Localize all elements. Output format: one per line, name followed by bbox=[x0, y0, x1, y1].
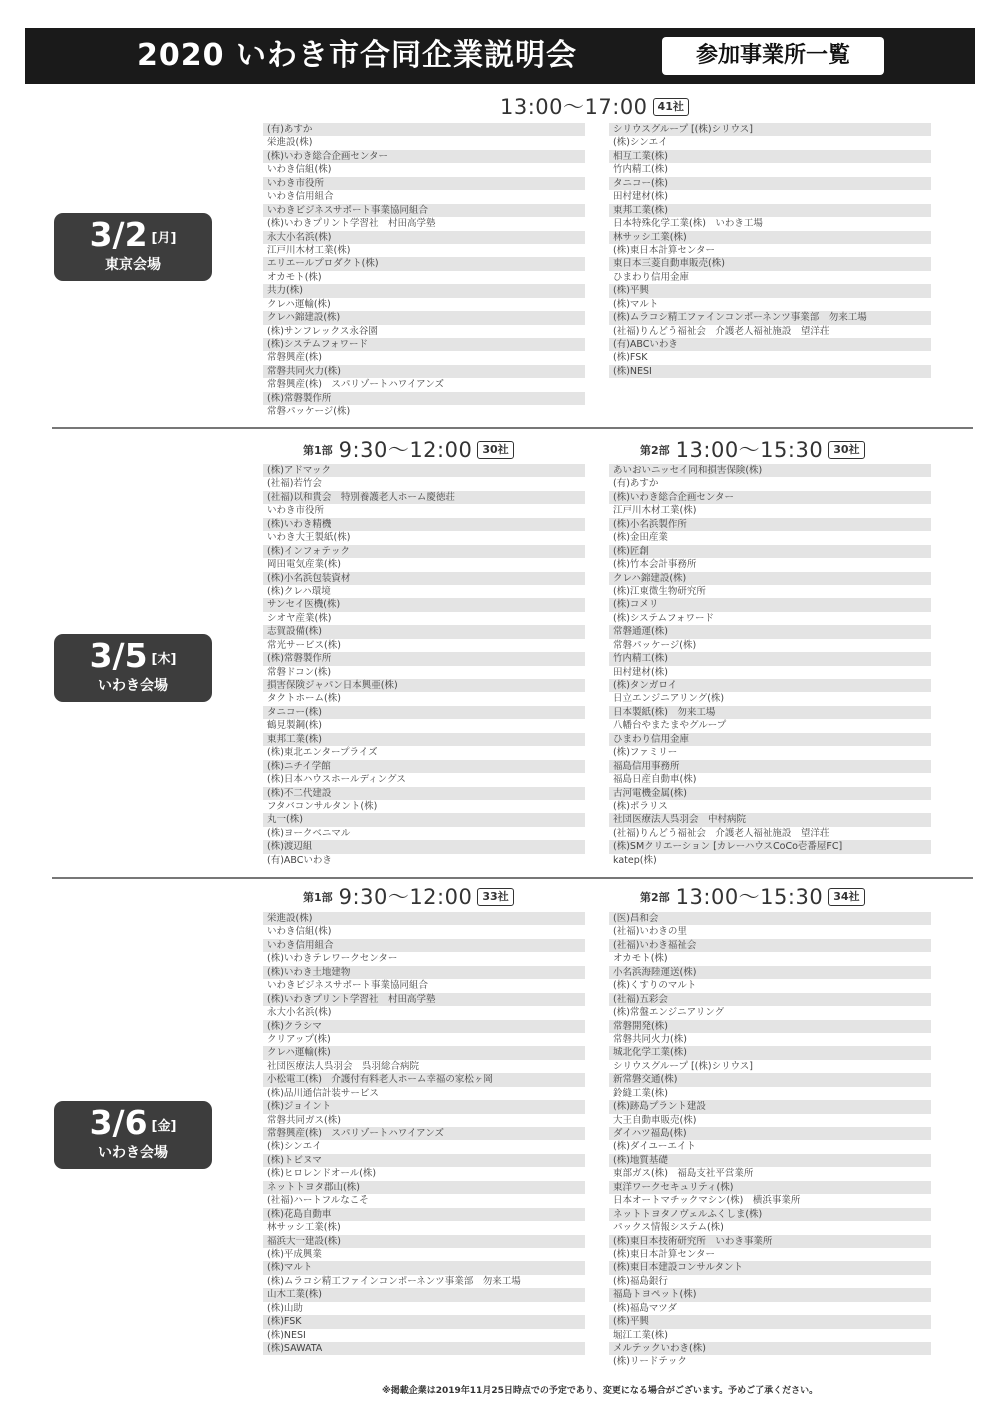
company-item: (株)クラシマ bbox=[263, 1020, 585, 1033]
company-item: 東邦工業(株) bbox=[609, 204, 931, 217]
company-item: クレハ運輸(株) bbox=[263, 1046, 585, 1059]
company-item: (株)いわきプリント学習社 村田高学塾 bbox=[263, 993, 585, 1006]
company-item: (社福)若竹会 bbox=[267, 478, 322, 490]
session-time-0306-part1: 第1部 9:30～12:00 33社 bbox=[303, 885, 514, 909]
company-item: (株)マルト bbox=[613, 298, 659, 310]
company-item: (株)シンエイ bbox=[613, 137, 668, 149]
company-item: (株)金田産業 bbox=[613, 532, 668, 544]
company-item: 常磐パッケージ(株) bbox=[267, 406, 351, 418]
company-count: 33社 bbox=[477, 888, 513, 906]
company-item: (株)いわき精機 bbox=[263, 518, 585, 531]
date-box-0306 bbox=[54, 1101, 212, 1169]
company-item: 日本特殊化学工業(株) いわき工場 bbox=[613, 218, 763, 230]
company-count: 30社 bbox=[477, 441, 513, 459]
company-item: いわき信用組合 bbox=[263, 939, 585, 952]
company-item: クレハ錦建設(株) bbox=[609, 572, 931, 585]
footnote: ※掲載企業は2019年11月25日時点での予定であり、変更になる場合がございます。予めご了承ください。 bbox=[382, 1386, 819, 1396]
company-item: 東日本三菱自動車販売(株) bbox=[609, 257, 931, 270]
company-item: (株)トビヌマ bbox=[263, 1154, 585, 1167]
company-item: 林サッシ工業(株) bbox=[267, 1222, 341, 1234]
company-item: (株)渡辺組 bbox=[263, 840, 585, 853]
company-item: エリエールプロダクト(株) bbox=[263, 257, 585, 270]
page-header bbox=[25, 28, 975, 84]
company-item: (株)アドマック bbox=[263, 464, 585, 477]
company-item: ダイハツ福島(株) bbox=[609, 1127, 931, 1140]
company-item: (株)NESI bbox=[267, 1329, 306, 1341]
event-date: 3/5 [木] bbox=[89, 636, 177, 675]
company-item: タニコー(株) bbox=[609, 177, 931, 190]
company-item: 新常磐交通(株) bbox=[609, 1073, 931, 1086]
company-item: (株)ヨークベニマル bbox=[267, 827, 351, 839]
event-date: 3/6 [金] bbox=[89, 1103, 177, 1142]
company-item: (株)SMクリエーション [カレーハウスCoCo壱番屋FC] bbox=[609, 840, 931, 853]
company-item: (株)山助 bbox=[267, 1302, 303, 1314]
company-item: (株)江東微生物研究所 bbox=[613, 585, 706, 597]
company-item: 志賀設備(株) bbox=[263, 625, 585, 638]
company-item: あいおいニッセイ同和損害保険(株) bbox=[609, 464, 931, 477]
company-item: 常磐開発(株) bbox=[609, 1020, 931, 1033]
company-item: (社福)いわきの里 bbox=[613, 926, 687, 938]
company-item: (株)インフォテック bbox=[263, 545, 585, 558]
company-item: 永大小名浜(株) bbox=[263, 231, 585, 244]
company-item: タニコー(株) bbox=[263, 706, 585, 719]
company-item: (社福)りんどう福祉会 介護老人福祉施設 望洋荘 bbox=[613, 325, 830, 337]
company-item: (株)ポラリス bbox=[613, 800, 668, 812]
company-item: いわき市役所 bbox=[263, 177, 585, 190]
company-item: いわきビジネスサポート事業協同組合 bbox=[263, 204, 585, 217]
company-item: 大王自動車販売(株) bbox=[613, 1114, 697, 1126]
company-item: 東洋ワークセキュリティ(株) bbox=[609, 1181, 931, 1194]
event-date: 3/2 [月] bbox=[89, 215, 177, 254]
session-time-0305-part1: 第1部 9:30～12:00 30社 bbox=[303, 438, 514, 462]
company-item: 常磐興産(株) スパリゾートハワイアンズ bbox=[263, 1127, 585, 1140]
company-item: 常磐通運(株) bbox=[609, 625, 931, 638]
company-item: 竹内精工(株) bbox=[609, 652, 931, 665]
company-item: いわき市役所 bbox=[267, 505, 325, 517]
company-item: 鶴見製鋼(株) bbox=[267, 720, 322, 732]
company-item: (株)ジョイント bbox=[263, 1100, 585, 1113]
company-item: (株)東日本技術研究所 いわき事業所 bbox=[609, 1235, 931, 1248]
company-item: (株)跡島プラント建設 bbox=[609, 1100, 931, 1113]
company-item: (社福)以和貴会 特別養護老人ホーム慶徳荘 bbox=[263, 491, 585, 504]
company-item: (株)東日本建設コンサルタント bbox=[609, 1261, 931, 1274]
company-item: (株)システムフォワード bbox=[263, 338, 585, 351]
company-item: (株)サンフレックス永谷園 bbox=[267, 325, 378, 337]
company-item: (株)東日本計算センター bbox=[613, 244, 716, 256]
company-item: (株)日本ハウスホールディングス bbox=[267, 774, 406, 786]
company-item: (株)福島銀行 bbox=[613, 1275, 668, 1287]
company-item: 田村建材(株) bbox=[613, 191, 668, 203]
company-item: 共力(株) bbox=[263, 284, 585, 297]
company-item: サンセイ医機(株) bbox=[263, 598, 585, 611]
company-item: 日本オートマチックマシン(株) 横浜事業所 bbox=[613, 1195, 801, 1207]
company-item: (株)ダイユーエイト bbox=[613, 1141, 696, 1153]
company-item: (株)タンガロイ bbox=[609, 679, 931, 692]
company-item: シオヤ産業(株) bbox=[267, 612, 332, 624]
date-box-0302 bbox=[54, 213, 212, 281]
company-item: ひまわり信用金庫 bbox=[609, 733, 931, 746]
company-item: 東部ガス(株) 福島支社平営業所 bbox=[613, 1168, 754, 1180]
company-item: (株)平興 bbox=[609, 284, 931, 297]
company-item: (株)花島自動車 bbox=[263, 1208, 585, 1221]
company-item: (株)マルト bbox=[263, 1261, 585, 1274]
company-item: 常磐共同火力(株) bbox=[263, 365, 585, 378]
company-item: 江戸川木材工業(株) bbox=[267, 244, 351, 256]
company-item: 常磐興産(株) スパリゾートハワイアンズ bbox=[267, 379, 444, 391]
company-item: (株)いわき総合企画センター bbox=[263, 150, 585, 163]
company-count: 41社 bbox=[653, 98, 689, 116]
company-item: 江戸川木材工業(株) bbox=[613, 505, 697, 517]
company-item: 永大小名浜(株) bbox=[267, 1007, 332, 1019]
company-item: (株)くすりのマルト bbox=[613, 980, 697, 992]
company-item: (株)リードテック bbox=[613, 1356, 687, 1368]
company-item: (株)竹本会計事務所 bbox=[613, 559, 697, 571]
company-item: シリウスグループ [(株)シリウス] bbox=[609, 123, 931, 136]
company-item: (株)シンエイ bbox=[267, 1141, 322, 1153]
company-item: (株)東日本計算センター bbox=[613, 1248, 716, 1260]
company-item: 林サッシ工業(株) bbox=[609, 231, 931, 244]
company-list-0302-right bbox=[609, 123, 931, 378]
list-badge: 参加事業所一覧 bbox=[662, 37, 884, 75]
date-box-0305 bbox=[54, 634, 212, 702]
company-item: クレハ錦建設(株) bbox=[263, 311, 585, 324]
session-time-0305-part2: 第2部 13:00～15:30 30社 bbox=[640, 438, 865, 462]
company-item: 常磐パッケージ(株) bbox=[613, 639, 697, 651]
company-item: (株)いわき土地建物 bbox=[263, 966, 585, 979]
company-item: いわき大王製紙(株) bbox=[267, 532, 351, 544]
company-item: (株)小名浜包装資材 bbox=[263, 572, 585, 585]
company-item: 山木工業(株) bbox=[263, 1288, 585, 1301]
company-item: 常磐ドコン(株) bbox=[267, 666, 332, 678]
company-item: (株)いわきテレワークセンター bbox=[267, 953, 398, 965]
company-item: (株)NESI bbox=[609, 365, 931, 378]
company-item: (有)ABCいわき bbox=[267, 854, 332, 866]
company-item: (株)FSK bbox=[263, 1315, 585, 1328]
company-item: いわきビジネスサポート事業協同組合 bbox=[267, 980, 429, 992]
company-item: (株)いわき総合企画センター bbox=[609, 491, 931, 504]
company-item: 堀江工業(株) bbox=[613, 1329, 668, 1341]
company-item: (株)平興 bbox=[609, 1315, 931, 1328]
company-item: 日立エンジニアリング(株) bbox=[613, 693, 725, 705]
company-item: (株)システムフォワード bbox=[613, 612, 714, 624]
company-list-0306-part2 bbox=[609, 912, 931, 1369]
company-item: いわき信用組合 bbox=[267, 191, 334, 203]
company-item: 相互工業(株) bbox=[609, 150, 931, 163]
company-item: パックス情報システム(株) bbox=[613, 1222, 724, 1234]
page-title: 2020 いわき市合同企業説明会 bbox=[137, 38, 577, 73]
company-item: 古河電機金属(株) bbox=[609, 787, 931, 800]
session-time-0302: 13:00～17:00 41社 bbox=[500, 95, 689, 119]
company-item: オカモト(株) bbox=[267, 271, 322, 283]
company-item: (株)ニチイ学館 bbox=[263, 760, 585, 773]
company-item: タクトホーム(株) bbox=[267, 693, 341, 705]
company-item: (医)昌和会 bbox=[609, 912, 931, 925]
company-item: 福島トヨペット(株) bbox=[609, 1288, 931, 1301]
company-item: 田村建材(株) bbox=[613, 666, 668, 678]
company-item: (株)いわきプリント学習社 村田高学塾 bbox=[267, 218, 436, 230]
company-item: 社団医療法人呉羽会 中村病院 bbox=[609, 813, 931, 826]
company-item: 栄進設(株) bbox=[267, 137, 313, 149]
company-item: (株)常磐製作所 bbox=[263, 392, 585, 405]
company-item: オカモト(株) bbox=[613, 953, 668, 965]
company-item: クレハ運輸(株) bbox=[267, 298, 331, 310]
company-item: 小松電工(株) 介護付有料老人ホーム幸福の家松ヶ岡 bbox=[263, 1073, 585, 1086]
company-item: (株)不二代建設 bbox=[263, 787, 585, 800]
company-list-0305-part1 bbox=[263, 464, 585, 867]
company-count: 34社 bbox=[828, 888, 864, 906]
company-item: クリアップ(株) bbox=[267, 1033, 331, 1045]
company-item: 日本製紙(株) 勿来工場 bbox=[609, 706, 931, 719]
venue-name: いわき会場 bbox=[98, 678, 168, 694]
company-item: (有)ABCいわき bbox=[609, 338, 931, 351]
company-item: 常磐共同ガス(株) bbox=[267, 1114, 341, 1126]
company-item: (株)常盤エンジニアリング bbox=[613, 1007, 725, 1019]
company-item: (株)平成興業 bbox=[267, 1248, 322, 1260]
company-item: (株)ムラコシ精工ファインコンポーネンツ事業部 勿来工場 bbox=[267, 1275, 521, 1287]
section-divider bbox=[52, 877, 973, 879]
company-item: 栄進設(株) bbox=[263, 912, 585, 925]
company-item: (株)小名浜製作所 bbox=[609, 518, 931, 531]
company-item: (株)常磐製作所 bbox=[263, 652, 585, 665]
company-item: 小名浜海陸運送(株) bbox=[609, 966, 931, 979]
company-item: 常磐興産(株) bbox=[267, 352, 322, 364]
company-item: (株)クレハ環境 bbox=[267, 585, 331, 597]
company-item: (株)福島マツダ bbox=[613, 1302, 678, 1314]
company-item: (有)あすか bbox=[263, 123, 585, 136]
company-count: 30社 bbox=[828, 441, 864, 459]
company-item: メルテックいわき(株) bbox=[609, 1342, 931, 1355]
company-item: 鈴縫工業(株) bbox=[613, 1087, 668, 1099]
company-list-0302-left bbox=[263, 123, 585, 419]
company-item: 福島信用事務所 bbox=[609, 760, 931, 773]
company-list-0306-part1 bbox=[263, 912, 585, 1355]
company-item: (社福)いわき福祉会 bbox=[609, 939, 931, 952]
company-item: フタバコンサルタント(株) bbox=[267, 800, 378, 812]
company-item: (株)東北エンタープライズ bbox=[267, 747, 378, 759]
company-item: ひまわり信用金庫 bbox=[613, 271, 690, 283]
company-item: 城北化学工業(株) bbox=[609, 1046, 931, 1059]
company-item: 損害保険ジャパン日本興亜(株) bbox=[263, 679, 585, 692]
company-item: (株)ファミリー bbox=[613, 747, 678, 759]
company-item: いわき信組(株) bbox=[267, 164, 332, 176]
company-item: (株)ムラコシ精工ファインコンポーネンツ事業部 勿来工場 bbox=[609, 311, 931, 324]
company-item: (株)コメリ bbox=[609, 598, 931, 611]
company-item: 社団医療法人呉羽会 呉羽総合病院 bbox=[267, 1060, 420, 1072]
company-item: 岡田電気産業(株) bbox=[267, 559, 341, 571]
company-item: ネットトヨタノヴェルふくしま(株) bbox=[609, 1208, 931, 1221]
session-time-0306-part2: 第2部 13:00～15:30 34社 bbox=[640, 885, 865, 909]
company-item: 丸一(株) bbox=[263, 813, 585, 826]
company-item: シリウスグループ [(株)シリウス] bbox=[613, 1060, 754, 1072]
company-list-0305-part2 bbox=[609, 464, 931, 867]
company-item: 八幡台やまたまやグループ bbox=[613, 720, 727, 732]
company-item: 常光サービス(株) bbox=[267, 639, 341, 651]
company-item: 常磐共同火力(株) bbox=[613, 1033, 687, 1045]
company-item: 福島日産自動車(株) bbox=[613, 774, 697, 786]
company-item: (株)ヒロレンドオール(株) bbox=[267, 1168, 377, 1180]
company-item: (社福)五彩会 bbox=[609, 993, 931, 1006]
company-item: (社福)ハートフルなこそ bbox=[267, 1195, 369, 1207]
company-item: (株)SAWATA bbox=[263, 1342, 585, 1355]
section-divider bbox=[52, 427, 973, 429]
company-item: (社福)りんどう福祉会 介護老人福祉施設 望洋荘 bbox=[613, 827, 830, 839]
company-item: (株)匠創 bbox=[609, 545, 931, 558]
company-item: ネットトヨタ郡山(株) bbox=[263, 1181, 585, 1194]
venue-name: 東京会場 bbox=[105, 257, 161, 273]
company-item: 東邦工業(株) bbox=[263, 733, 585, 746]
company-item: (有)あすか bbox=[613, 478, 659, 490]
company-item: (株)FSK bbox=[613, 352, 648, 364]
company-item: (株)品川通信計装サービス bbox=[267, 1087, 379, 1099]
venue-name: いわき会場 bbox=[98, 1145, 168, 1161]
company-item: katep(株) bbox=[613, 854, 657, 866]
company-item: 福浜大一建設(株) bbox=[263, 1235, 585, 1248]
company-item: いわき信組(株) bbox=[267, 926, 332, 938]
company-item: 竹内精工(株) bbox=[613, 164, 668, 176]
company-item: (株)地質基礎 bbox=[609, 1154, 931, 1167]
